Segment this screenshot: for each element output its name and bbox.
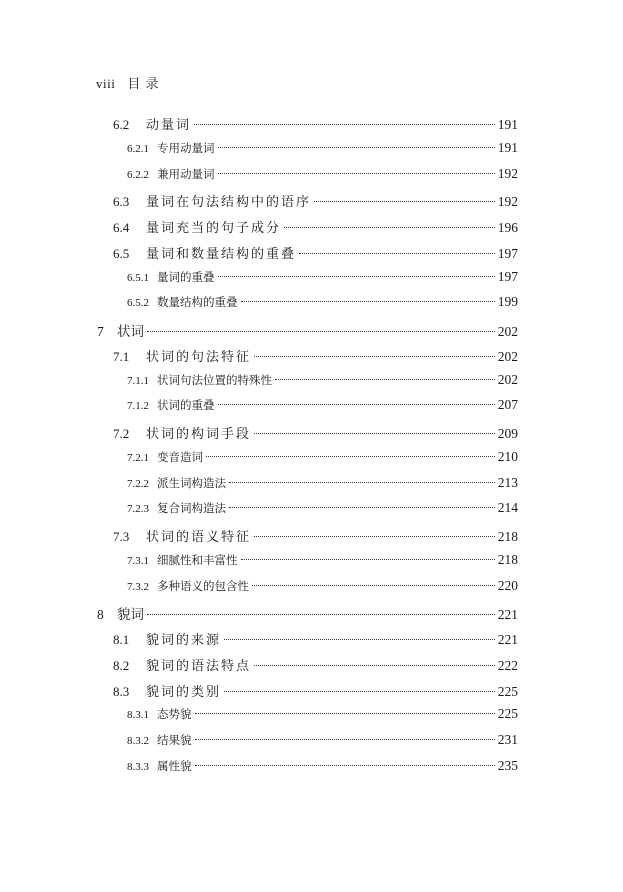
toc-entry-number: 6.3 bbox=[113, 194, 130, 210]
toc-entry-number: 8.3 bbox=[113, 683, 130, 699]
toc-entry-number: 7.3.2 bbox=[127, 580, 149, 593]
toc-entry-number: 7.2 bbox=[113, 426, 130, 441]
dot-leader bbox=[218, 404, 495, 405]
dot-leader bbox=[195, 713, 495, 714]
toc-entry-title: 量词和数量结构的重叠 bbox=[146, 246, 297, 262]
toc-entry-page: 221 bbox=[497, 607, 518, 623]
header-title: 目 录 bbox=[127, 77, 159, 92]
toc-entry bbox=[127, 578, 518, 600]
toc-entry-number: 7.1.2 bbox=[127, 400, 149, 413]
toc-entry-title: 状词的构词手段 bbox=[146, 427, 252, 442]
toc-entry-title: 状词句法位置的特殊性 bbox=[157, 372, 272, 387]
toc-entry-page: 225 bbox=[497, 683, 518, 699]
toc-entry bbox=[127, 397, 518, 419]
toc-entry-title: 貌词的类别 bbox=[146, 684, 222, 700]
toc-entry-title: 兼用动量词 bbox=[157, 166, 215, 181]
toc-entry-title: 状词 bbox=[117, 324, 144, 340]
toc-entry-title: 细腻性和丰富性 bbox=[157, 552, 238, 567]
toc-entry bbox=[127, 758, 518, 780]
toc-entry-page: 192 bbox=[497, 165, 518, 181]
toc-entry-page: 222 bbox=[497, 657, 518, 673]
toc-entry-page: 202 bbox=[497, 324, 518, 339]
toc-entry-number: 7.2.3 bbox=[127, 503, 149, 516]
toc-entry-page: 191 bbox=[497, 117, 518, 132]
toc-entry bbox=[127, 732, 518, 754]
toc-entry-number: 7.3.1 bbox=[127, 554, 149, 567]
toc-entry-number: 7.3 bbox=[113, 529, 130, 544]
toc-entry-number: 8.2 bbox=[113, 657, 130, 673]
toc-entry-title: 量词充当的句子成分 bbox=[146, 221, 282, 236]
toc-entry bbox=[127, 372, 518, 394]
dot-leader bbox=[254, 665, 495, 666]
toc-entry-page: 218 bbox=[497, 529, 518, 544]
toc-entry-number: 8.3.2 bbox=[127, 735, 149, 747]
toc-entry-number: 6.2.2 bbox=[127, 168, 149, 181]
toc-entry-page: 214 bbox=[497, 500, 518, 516]
toc-entry-number: 8 bbox=[97, 607, 104, 623]
dot-leader bbox=[224, 639, 495, 640]
dot-leader bbox=[254, 433, 495, 434]
toc-entry bbox=[97, 603, 518, 625]
toc-entry bbox=[113, 243, 518, 265]
toc-entry-page: 218 bbox=[497, 551, 518, 567]
toc-entry-title: 貌词的语法特点 bbox=[146, 658, 252, 674]
dot-leader bbox=[195, 739, 495, 740]
toc-entry-number: 6.4 bbox=[113, 220, 130, 235]
toc-entry-number: 6.5.2 bbox=[127, 297, 149, 310]
toc-entry-number: 6.2.1 bbox=[127, 142, 149, 155]
toc-entry-number: 8.3.1 bbox=[127, 709, 149, 722]
toc-entry-title: 专用动量词 bbox=[157, 140, 215, 155]
toc-entry-title: 数量结构的重叠 bbox=[157, 295, 238, 310]
dot-leader bbox=[254, 536, 495, 537]
toc-entry-number: 6.5 bbox=[113, 245, 130, 261]
toc-entry-page: 191 bbox=[497, 139, 518, 155]
dot-leader bbox=[229, 507, 495, 508]
toc-entry-title: 貌词 bbox=[117, 607, 144, 624]
dot-leader bbox=[275, 379, 495, 380]
toc-entry-number: 7.2.2 bbox=[127, 477, 149, 490]
toc-entry-number: 8.1 bbox=[113, 632, 130, 647]
toc-entry-number: 8.3.3 bbox=[127, 760, 149, 773]
dot-leader bbox=[241, 301, 495, 302]
toc-entry-number: 7.1.1 bbox=[127, 374, 149, 387]
dot-leader bbox=[218, 276, 495, 277]
toc-entry-title: 派生词构造法 bbox=[157, 475, 226, 490]
toc-entry bbox=[97, 320, 518, 342]
dot-leader bbox=[194, 124, 495, 125]
toc-entry-title: 貌词的来源 bbox=[146, 633, 222, 648]
dot-leader bbox=[195, 765, 495, 766]
dot-leader bbox=[147, 614, 495, 615]
page-number-roman: viii bbox=[96, 76, 116, 91]
toc-entry-title: 状词的语义特征 bbox=[146, 530, 252, 545]
toc-entry-title: 结果貌 bbox=[157, 733, 192, 747]
toc-entry-title: 属性貌 bbox=[157, 758, 192, 773]
toc-entry-page: 207 bbox=[497, 397, 518, 413]
toc-entry-number: 7 bbox=[97, 324, 104, 339]
toc-entry bbox=[113, 655, 518, 677]
dot-leader bbox=[241, 559, 495, 560]
toc-entry-title: 态势貌 bbox=[157, 707, 192, 722]
toc-entry-title: 量词在句法结构中的语序 bbox=[146, 195, 312, 211]
toc-entry bbox=[113, 114, 518, 136]
dot-leader bbox=[218, 173, 495, 174]
dot-leader bbox=[284, 227, 495, 228]
toc-entry-page: 202 bbox=[497, 348, 518, 364]
toc-entry-page: 210 bbox=[497, 448, 518, 464]
toc-entry-number: 6.2 bbox=[113, 117, 130, 132]
page-header bbox=[96, 73, 159, 92]
toc-entry-page: 196 bbox=[497, 220, 518, 235]
toc-entry bbox=[113, 423, 518, 445]
toc-entry bbox=[113, 191, 518, 213]
toc-entry bbox=[113, 346, 518, 368]
toc-entry-page: 220 bbox=[497, 577, 518, 593]
toc-entry bbox=[113, 629, 518, 651]
dot-leader bbox=[229, 482, 495, 483]
dot-leader bbox=[314, 201, 495, 202]
dot-leader bbox=[299, 253, 495, 254]
toc-entry-page: 202 bbox=[497, 371, 518, 387]
toc-entry-page: 209 bbox=[497, 426, 518, 441]
toc-entry bbox=[127, 449, 518, 471]
dot-leader bbox=[147, 331, 495, 332]
toc-entry bbox=[127, 294, 518, 316]
toc-entry bbox=[113, 217, 518, 239]
toc-entry-title: 多种语义的包含性 bbox=[157, 578, 249, 593]
toc-entry-number: 7.1 bbox=[113, 348, 130, 364]
toc-entry-title: 变音造词 bbox=[157, 449, 203, 464]
toc-entry-page: 231 bbox=[497, 732, 518, 747]
toc-entry bbox=[127, 269, 518, 291]
toc-entry-title: 复合词构造法 bbox=[157, 501, 226, 516]
toc-entry bbox=[127, 706, 518, 728]
toc-entry-page: 197 bbox=[497, 245, 518, 261]
toc-entry-page: 235 bbox=[497, 757, 518, 773]
toc-entry-number: 7.2.1 bbox=[127, 451, 149, 464]
dot-leader bbox=[224, 691, 495, 692]
toc-entry bbox=[127, 552, 518, 574]
toc-entry bbox=[127, 140, 518, 162]
toc-entry bbox=[127, 500, 518, 522]
toc-entry-page: 213 bbox=[497, 474, 518, 490]
dot-leader bbox=[252, 585, 495, 586]
toc-entry-title: 动量词 bbox=[146, 118, 192, 133]
toc-entry-title: 状词的重叠 bbox=[157, 398, 215, 413]
toc-entry-title: 量词的重叠 bbox=[157, 269, 215, 284]
toc-entry bbox=[127, 475, 518, 497]
toc-entry-page: 192 bbox=[497, 194, 518, 210]
toc-entry-title: 状词的句法特征 bbox=[146, 349, 252, 365]
toc-entry bbox=[113, 681, 518, 703]
toc-entry-page: 199 bbox=[497, 294, 518, 310]
toc-entry-page: 225 bbox=[497, 706, 518, 722]
toc-entry-page: 221 bbox=[497, 632, 518, 647]
dot-leader bbox=[218, 147, 495, 148]
dot-leader bbox=[254, 356, 495, 357]
dot-leader bbox=[206, 456, 495, 457]
toc-entry-number: 6.5.1 bbox=[127, 271, 149, 284]
toc-entry bbox=[113, 526, 518, 548]
toc-entry bbox=[127, 166, 518, 188]
toc-entry-page: 197 bbox=[497, 268, 518, 284]
